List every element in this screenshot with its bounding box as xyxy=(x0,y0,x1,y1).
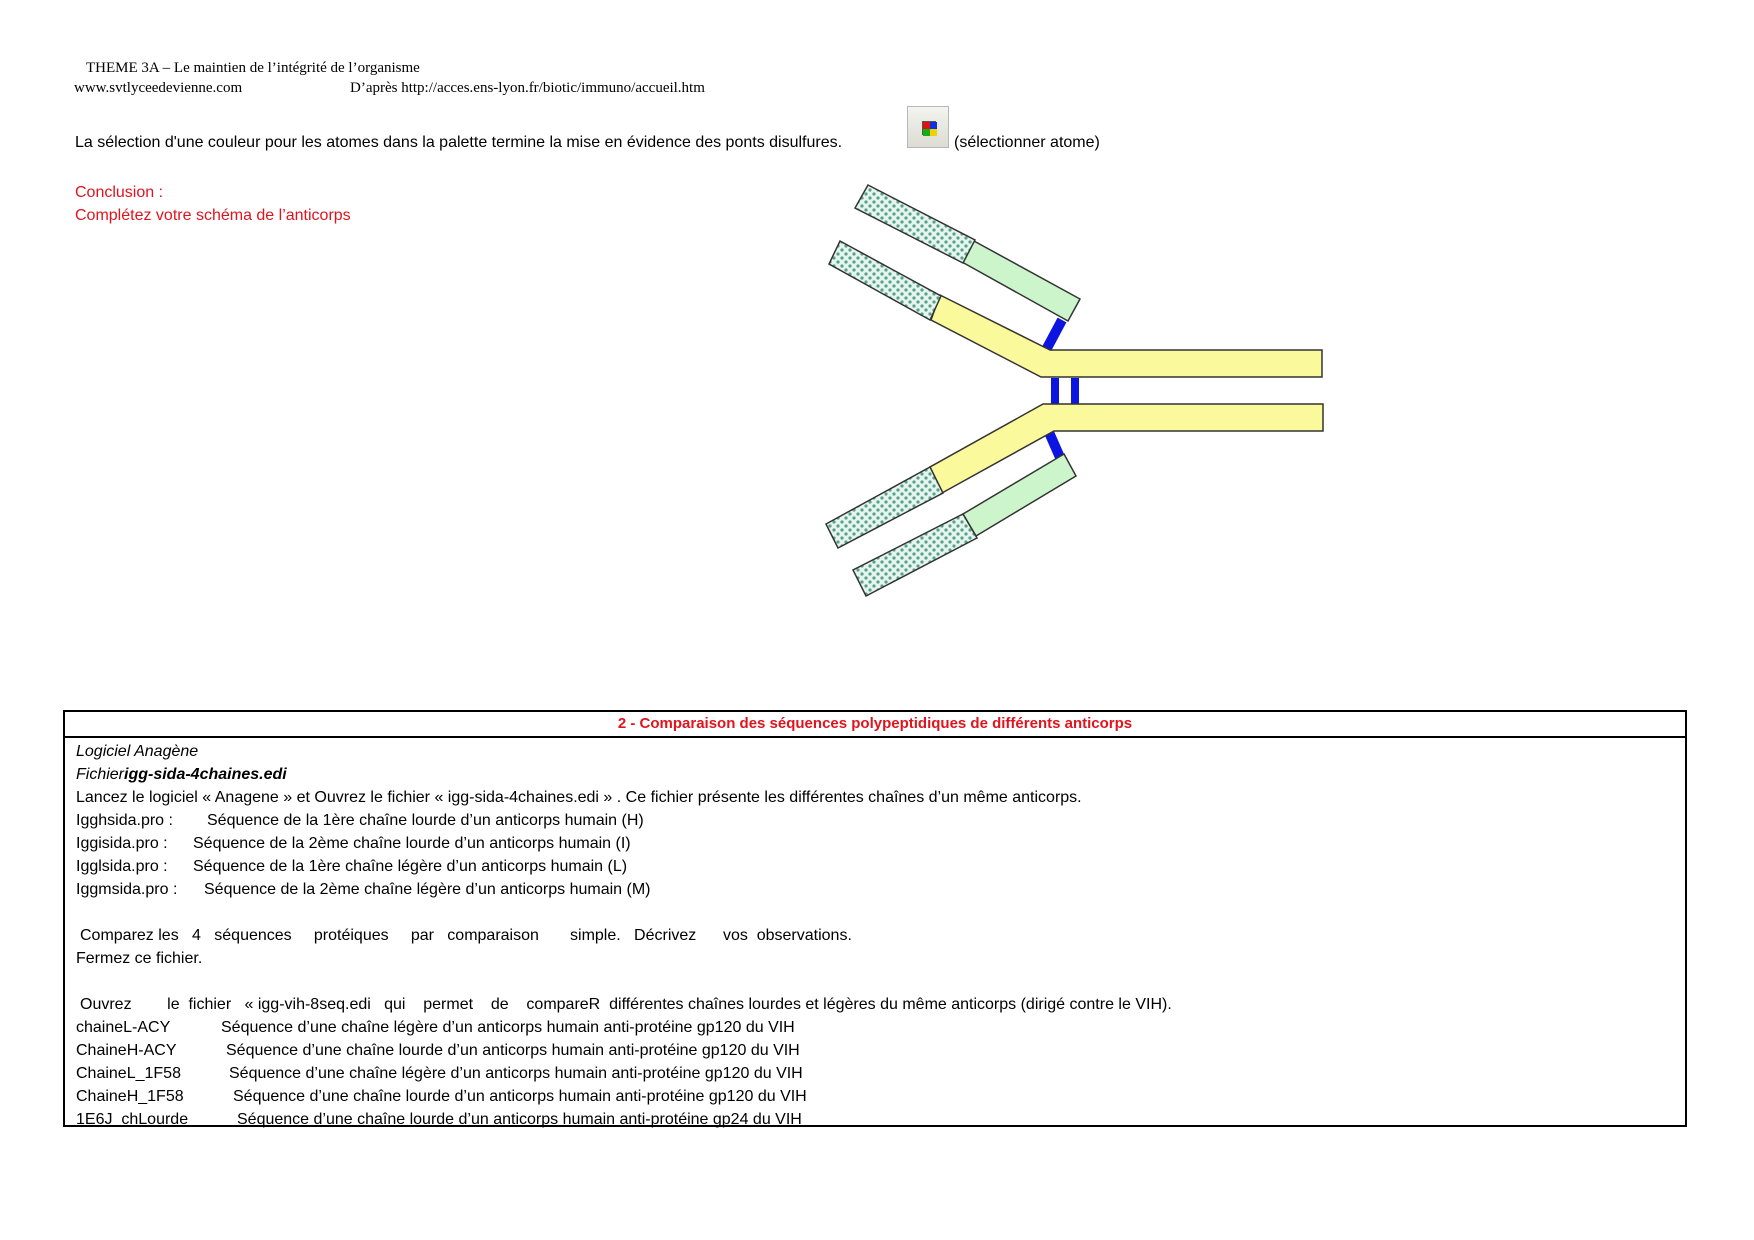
file-item-name: Igglsida.pro : xyxy=(76,858,168,875)
section-title: 2 - Comparaison des séquences polypeptidiques de différents anticorps xyxy=(65,712,1685,738)
file-item-desc: Séquence de la 1ère chaîne lourde d’un anticorps humain (H) xyxy=(207,812,644,829)
disulfide-bridge-upper xyxy=(1046,320,1062,350)
heavy-chain-upper xyxy=(931,295,1322,377)
palette-swatch-yellow xyxy=(930,129,937,136)
conclusion-instruction: Complétez votre schéma de l’anticorps xyxy=(75,207,351,224)
header-theme-title: THEME 3A – Le maintien de l’intégrité de l’organisme xyxy=(86,60,420,76)
file-item-desc: Séquence d’une chaîne lourde d’un anticorps humain anti-protéine gp120 du VIH xyxy=(233,1088,807,1105)
file-line xyxy=(76,763,1685,786)
instruction-open-second-file: Ouvrez le fichier « igg-vih-8seq.edi qui permet de compareR différentes chaînes lourdes et légères du même anticorps (dirigé contre le VIH). xyxy=(80,996,1172,1013)
palette-swatch-blue xyxy=(930,122,937,129)
heavy-chain-upper-variable xyxy=(829,241,941,320)
color-palette-icon xyxy=(907,106,949,148)
file-item-desc: Séquence de la 1ère chaîne légère d’un anticorps humain (L) xyxy=(193,858,628,875)
file-list-item xyxy=(76,1085,1685,1108)
file-item-name: Iggisida.pro : xyxy=(76,835,168,852)
conclusion-block xyxy=(75,181,351,227)
section-body xyxy=(65,738,1685,1131)
software-name: Logiciel Anagène xyxy=(76,743,199,760)
file-prefix: Fichier xyxy=(76,766,125,783)
file-item-desc: Séquence de la 2ème chaîne lourde d’un anticorps humain (I) xyxy=(193,835,631,852)
light-chain-upper-constant xyxy=(962,241,1080,321)
file-list-item xyxy=(76,809,1685,832)
file-item-desc: Séquence d’une chaîne légère d’un anticorps humain anti-protéine gp120 du VIH xyxy=(221,1019,795,1036)
palette-swatch-green xyxy=(923,129,930,136)
header-site: www.svtlyceedevienne.com xyxy=(74,80,243,96)
instruction-compare: Comparez les 4 séquences protéiques par comparaison simple. Décrivez vos observations. xyxy=(80,927,852,944)
intro-text: La sélection d'une couleur pour les atomes dans la palette termine la mise en évidence des ponts disulfures. xyxy=(75,134,843,151)
instruction-close: Fermez ce fichier. xyxy=(76,950,203,967)
file-item-name: ChaineL_1F58 xyxy=(76,1065,181,1082)
file-list-item xyxy=(76,1039,1685,1062)
file-item-name: ChaineH_1F58 xyxy=(76,1088,184,1105)
file-list-item xyxy=(76,855,1685,878)
comparison-section xyxy=(63,710,1687,1127)
palette-swatch-red xyxy=(923,122,930,129)
file-item-desc: Séquence de la 2ème chaîne légère d’un anticorps humain (M) xyxy=(204,881,651,898)
file-list-item xyxy=(76,832,1685,855)
file-name: igg-sida-4chaines.edi xyxy=(124,766,287,783)
header-source-url: D’après http://acces.ens-lyon.fr/biotic/immuno/accueil.htm xyxy=(350,80,705,96)
file-item-desc: Séquence d’une chaîne légère d’un anticorps humain anti-protéine gp120 du VIH xyxy=(229,1065,803,1082)
antibody-diagram xyxy=(810,170,1330,610)
light-chain-upper-variable xyxy=(855,185,975,263)
instruction-open-file: Lancez le logiciel « Anagene » et Ouvrez le fichier « igg-sida-4chaines.edi » . Ce fichier présente les différentes chaînes d’un même anticorps. xyxy=(76,789,1082,806)
file-list-item xyxy=(76,1108,1685,1131)
file-item-name: Iggmsida.pro : xyxy=(76,881,178,898)
file-item-name: ChaineH-ACY xyxy=(76,1042,177,1059)
header-source-line xyxy=(74,80,774,97)
conclusion-label: Conclusion : xyxy=(75,184,164,201)
heavy-chain-lower xyxy=(930,404,1323,493)
file-item-desc: Séquence d’une chaîne lourde d’un anticorps humain anti-protéine gp24 du VIH xyxy=(237,1111,802,1128)
intro-suffix: (sélectionner atome) xyxy=(954,134,1100,151)
file-item-desc: Séquence d’une chaîne lourde d’un anticorps humain anti-protéine gp120 du VIH xyxy=(226,1042,800,1059)
file-list-item xyxy=(76,1016,1685,1039)
file-item-name: Igghsida.pro : xyxy=(76,812,173,829)
file-list-item xyxy=(76,878,1685,901)
file-list-item xyxy=(76,1062,1685,1085)
file-item-name: chaineL-ACY xyxy=(76,1019,171,1036)
file-item-name: 1E6J_chLourde xyxy=(76,1111,189,1128)
